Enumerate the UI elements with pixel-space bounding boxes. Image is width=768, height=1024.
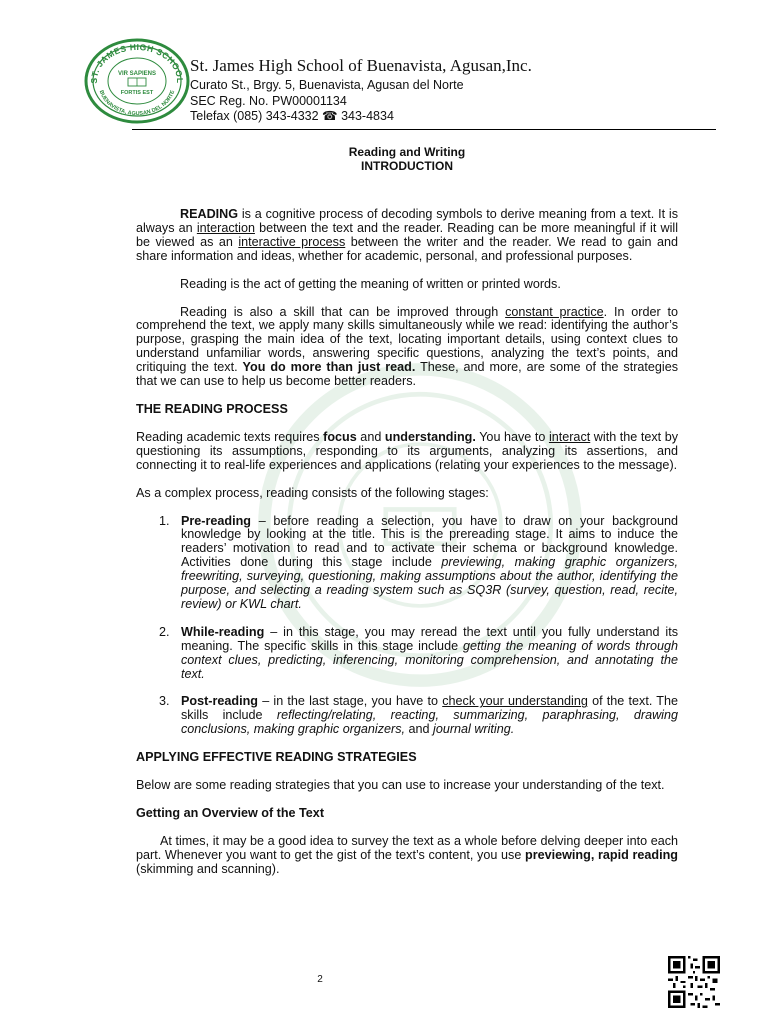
term-focus: focus [323, 429, 357, 444]
title-section: INTRODUCTION [361, 158, 453, 173]
text-run: – in this stage, you may reread the text until you fully understand its meaning. The specific skills in this stage include [181, 624, 678, 653]
italic-run: getting the meaning of words through context clues, predicting, inferencing, monitoring comprehension, and annotating the text. [181, 638, 678, 681]
text-run: – before reading a selection, you have to draw on your background knowledge by looking at the title. This is the prereading stage. It aims to induce the readers’ motivation to read and to activate their schema or background knowledge. Activities done during this stage include [181, 513, 678, 570]
document-body [136, 146, 678, 877]
reading-stages-list [136, 515, 678, 738]
list-number: 3. [159, 694, 170, 709]
letterhead [0, 0, 768, 135]
list-number: 2. [159, 624, 170, 639]
seal-motto-2: FORTIS EST [120, 90, 154, 96]
subheading-overview: Getting an Overview of the Text [136, 806, 325, 820]
text-run: – in the last stage, you have to [257, 694, 443, 709]
list-number: 1. [159, 513, 170, 528]
paragraph-reading-definition [136, 208, 678, 264]
text-run: These, and more, are some of the strategies that we can use to help us become better readers. [136, 360, 679, 389]
emphasis-more-than-read: You do more than just read. [242, 360, 416, 375]
term-constant-practice: constant practice [505, 304, 604, 319]
sec-registration: SEC Reg. No. PW00001134 [190, 93, 347, 108]
school-name: St. James High School of Buenavista, Agusan,Inc. [190, 56, 532, 75]
term-interaction: interaction [196, 220, 255, 235]
term-reading: READING [180, 207, 239, 221]
school-address: Curato St., Brgy. 5, Buenavista, Agusan del Norte [190, 78, 464, 92]
term-understanding: understanding. [384, 429, 476, 444]
paragraph-strategies-intro: Below are some reading strategies that you can use to increase your understanding of the text. [136, 778, 665, 793]
text-run: . In order to comprehend the text, we apply many skills simultaneously while we read: identifying the author’s purpose, grasping the main idea of the text, locating important details, using context clues to understand unfamiliar words, answering specific questions, analyzing the text’s points, and critiquing the text. [136, 304, 678, 375]
paragraph-academic-texts [136, 431, 678, 473]
svg-text:ST. JAMES HIGH SCHOOL [89, 42, 185, 84]
paragraph-overview [136, 835, 678, 877]
telefax: Telefax (085) 343-4332 ☎ 343-4834 [190, 109, 394, 123]
paragraph-reading-act: Reading is the act of getting the meaning of written or printed words. [180, 276, 561, 291]
letterhead-text [190, 56, 620, 125]
term-check-understanding: check your understanding [442, 694, 588, 709]
qr-code-icon [668, 956, 720, 1008]
text-run: of the text. The skills include [181, 694, 678, 723]
paragraph-stages-intro: As a complex process, reading consists of the following stages: [136, 485, 489, 500]
document-title [136, 146, 678, 173]
header-divider [132, 129, 716, 130]
text-run: and [405, 722, 434, 737]
stage-title: Post-reading [181, 694, 258, 709]
text-run: with the text by questioning its assumptions, responding to its arguments, analyzing its assertions, and connecting it to real-life experiences and applications (relating your experiences to the message). [136, 429, 678, 472]
list-item-pre-reading [136, 515, 678, 612]
text-run: between the text and the reader. Reading can be more meaningful if it will be viewed as an [136, 220, 678, 249]
section-heading-reading-process: THE READING PROCESS [136, 401, 288, 416]
stage-title: While-reading [181, 624, 265, 639]
school-seal-logo [84, 38, 190, 124]
text-run: is a cognitive process of decoding symbols to derive meaning from a text. It is always an [136, 207, 678, 235]
paragraph-reading-skill [136, 306, 678, 389]
seal-motto-1: VIR SAPIENS [117, 71, 157, 77]
text-run: At times, it may be a good idea to survey the text as a whole before delving deeper into each part. Whenever you want to get the gist of the text’s content, you use [136, 833, 678, 862]
term-interact: interact [548, 429, 591, 444]
text-run: Reading academic texts requires [136, 429, 324, 444]
text-run: Reading is also a skill that can be improved through [180, 304, 506, 319]
seal-text-top: ST. JAMES HIGH SCHOOL [88, 41, 186, 84]
term-previewing: previewing, rapid reading [525, 847, 678, 862]
list-item-while-reading [136, 626, 678, 682]
text-run: and [356, 429, 385, 444]
page-number: 2 [317, 974, 323, 985]
italic-run: previewing, making graphic organizers, freewriting, surveying, questioning, making assumptions about the author, identifying the purpose, and selecting a reading system such as SQ3R (survey, question, read, recite, review) or KWL chart. [181, 555, 678, 611]
list-item-post-reading [136, 695, 678, 737]
stage-title: Pre-reading [181, 513, 251, 528]
text-run: You have to [475, 429, 549, 444]
text-run: (skimming and scanning). [136, 861, 280, 876]
section-heading-strategies: APPLYING EFFECTIVE READING STRATEGIES [136, 750, 417, 765]
term-interactive-process: interactive process [238, 234, 346, 249]
italic-run: reflecting/relating, reacting, summarizing, paraphrasing, drawing conclusions, making graphic organizers, [181, 708, 678, 737]
title-subject: Reading and Writing [348, 145, 466, 159]
text-run: between the writer and the reader. We read to gain and share information and ideas, whether for academic, personal, and professional purposes. [136, 234, 678, 263]
seal-text-bottom: BUENAVISTA, AGUSAN DEL NORTE [97, 89, 177, 118]
italic-run: journal writing. [433, 722, 515, 737]
